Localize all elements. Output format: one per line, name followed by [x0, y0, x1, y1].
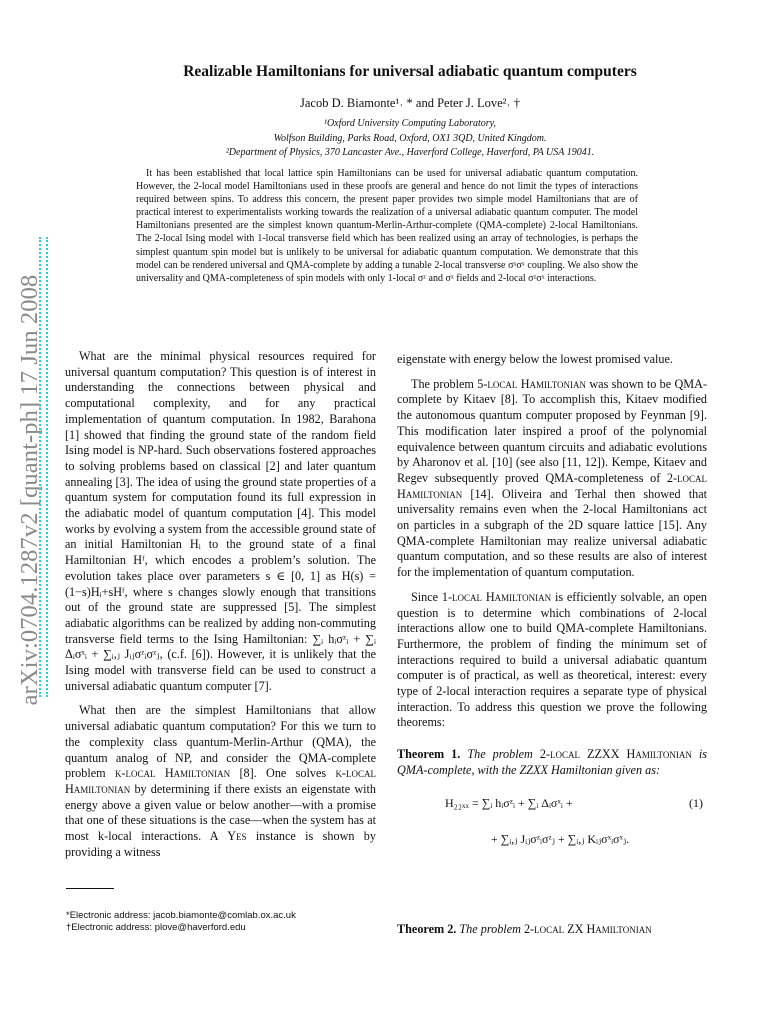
- arxiv-stamp: arXiv:0704.1287v2 [quant-ph] 17 Jun 2008: [16, 274, 43, 706]
- theorem-1: [397, 747, 707, 778]
- problem-name: 5-local Hamiltonian: [477, 376, 587, 391]
- text-run: What then are the simplest Hamiltonians that allow universal adiabatic quantum computation? For this we turn to the complexity class quantum-Merlin-Arthur (QMA), the quantum analog of NP, and consider the QMA-complete problem: [65, 703, 376, 781]
- continuation-paragraph: eigenstate with energy below the lowest promised value.: [397, 352, 673, 366]
- problem-name: 2-local ZZXX Hamiltonian: [539, 747, 692, 762]
- problem-name: 2-local ZX Hamiltonian: [523, 922, 652, 936]
- abstract: It has been established that local lattice spin Hamiltonians can be used for universal adiabatic quantum computation. However, the 2-local model Hamiltonians used in these proofs are general and hence do not limit the types of interactions required between spins. To address this concern, the present paper provides two simple model Hamiltonians that are of practical interest to experimentalists working towards the realization of a universal adiabatic quantum computer. The model Hamiltonians presented are the simplest known quantum-Merlin-Arthur-complete (QMA-complete) 2-local Hamiltonians. The 2-local Ising model with 1-local transverse field which has been realized using an array of technologies, is perhaps the simplest quantum spin model but is unlikely to be universal for adiabatic quantum computation. We demonstrate that this model can be rendered universal and QMA-complete by adding a tunable 2-local transverse σˣσˣ coupling. We also show the universality and QMA-completeness of spin models with only 1-local σᶻ and σˣ fields and 2-local σᶻσˣ interactions.: [136, 168, 638, 284]
- footnote-2: †Electronic address: plove@haverford.edu: [66, 922, 246, 933]
- left-column: [65, 349, 376, 870]
- intro-paragraph-2: [65, 703, 376, 860]
- right-column: [397, 352, 707, 868]
- text-run: Since: [411, 589, 442, 604]
- text-run: was shown to be QMA-complete by Kitaev [8]. To accomplish this, Kitaev modified the autonomous quantum computer proposed by Feynman [9]. This modification later inspired a proof of the polynomial equivalence between quantum circuits and adiabatic evolutions by Aharonov et al. [10] (see also [11, 12]). Kempe, Kitaev and Regev subsequently proved QMA-completeness of: [397, 376, 707, 485]
- text-run: [8]. One solves: [230, 766, 336, 781]
- affiliation-1-line1: ¹Oxford University Computing Laboratory,: [323, 118, 497, 129]
- paper-title: Realizable Hamiltonians for universal adiabatic quantum computers: [183, 63, 637, 80]
- theorem-heading: Theorem 1.: [397, 747, 461, 762]
- problem-name: Yes: [227, 829, 247, 844]
- problem-name: k-local Hamiltonian: [114, 766, 231, 781]
- stamp-border-right: [46, 237, 48, 697]
- text-run: The problem: [467, 747, 540, 762]
- equation-line-1: H₂₂ₓₓ = ∑ᵢ hᵢσᶻᵢ + ∑ᵢ Δᵢσˣᵢ +: [445, 796, 573, 811]
- text-run: is efficiently solvable, an open question is to determine which combinations of 2-local interactions allow one to build QMA-complete Hamiltonians. Furthermore, the problem of finding the minimum set of interactions required to build a universal adiabatic quantum computer is of practical, as well as theoretical, interest: every type of 2-local interaction requires a separate type of physical interaction. To address this question we prove the following theorems:: [397, 589, 708, 730]
- affiliation-1-line2: Wolfson Building, Parks Road, Oxford, OX1 3QD, United Kingdom.: [273, 133, 547, 144]
- problem-name: 1-local Hamiltonian: [441, 589, 552, 604]
- text-run: [14]. Oliveira and Terhal then showed that universality remains even when the 2-local Hamiltonians act on particles in a subgraph of the 2D square lattice [15]. Any QMA-complete Hamiltonian may realize universal adiabatic quantum computation, and so these results are also of interest for the implementation of quantum computation.: [397, 486, 707, 580]
- history-paragraph: [397, 377, 707, 581]
- theorem-2: [397, 922, 707, 937]
- text-run: instance is shown by providing a witness: [65, 829, 376, 859]
- intro-paragraph-1: What are the minimal physical resources required for universal quantum computation? This question is of interest in understanding the connections between physical and computational complexity, and for any practical implementation of quantum computation. In 1982, Barahona [1] showed that finding the ground state of the random field Ising model is NP-hard. Such observations fostered approaches to solving problems based on classical [2] and later quantum annealing [3]. The idea of using the ground state properties of a quantum system for computation found its full expression in the adiabatic model of quantum computation [4]. This model works by evolving a system from the accessible ground state of an initial Hamiltonian Hᵢ to the ground state of a final Hamiltonian Hᶠ, which encodes a problem’s solution. The evolution takes place over parameters s ∈ [0, 1] as H(s) = (1−s)Hᵢ+sHᶠ, where s changes slowly enough that transitions out of the ground state are suppressed [5]. The simplest adiabatic algorithms can be realized by adding non-commuting transverse field terms to the Ising Hamiltonian: ∑ᵢ hᵢσᶻᵢ + ∑ᵢ Δᵢσˣᵢ + ∑ᵢ,ⱼ Jᵢⱼσᶻᵢσᶻⱼ, (c.f. [6]). However, it is unlikely that the Ising model with transverse field can be used to construct a universal adiabatic quantum computer [7].: [65, 349, 376, 693]
- problem-name: 2-local Hamiltonian: [397, 470, 707, 501]
- footnote-1: *Electronic address: jacob.biamonte@comlab.ox.ac.uk: [66, 910, 296, 921]
- equation-number: (1): [689, 796, 703, 811]
- equation-1: [397, 792, 707, 860]
- stamp-border-left: [39, 237, 41, 697]
- footnote-rule: [66, 888, 114, 889]
- footnotes: [66, 910, 386, 934]
- affiliation-2: ²Department of Physics, 370 Lancaster Ave., Haverford College, Haverford, PA USA 19041.: [225, 147, 595, 158]
- author-list: Jacob D. Biamonte¹˒ * and Peter J. Love²˒ †: [300, 96, 520, 110]
- theorem-heading: Theorem 2.: [397, 922, 457, 936]
- text-run: by determining if there exists an eigenstate with energy above a given value or below another—with a promise that one of these situations is the case—when the system has at most k-local interactions. A: [65, 781, 376, 844]
- text-run: is QMA-complete, with the ZZXX Hamiltonian given as:: [397, 747, 707, 777]
- question-paragraph: [397, 590, 707, 731]
- problem-name: k-local Hamiltonian: [65, 766, 376, 796]
- text-run: The problem: [459, 922, 524, 936]
- text-run: The problem: [411, 376, 478, 391]
- equation-line-2: + ∑ᵢ,ⱼ Jᵢⱼσᶻᵢσᶻⱼ + ∑ᵢ,ⱼ Kᵢⱼσˣᵢσˣⱼ.: [491, 832, 630, 847]
